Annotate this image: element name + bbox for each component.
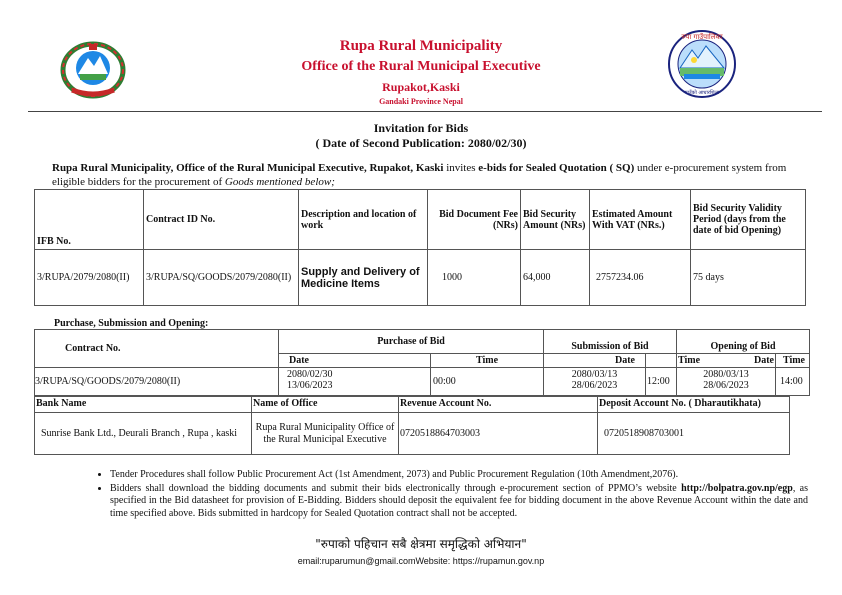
header-security: Bid Security Amount (NRs) xyxy=(521,190,590,250)
intro-bold2: e-bids for Sealed Quotation ( SQ) xyxy=(478,162,635,174)
opening-date-label xyxy=(677,354,776,368)
bullet-download: • Bidders shall download the bidding documents and submit their bids electronically through e-procurement section of PPMO’s website http://bolpatra.gov.np/egp, as specified in the Bid datasheet for provision of E-Bidding. Bidders should deposit the equivalent fee for bidding document in the above Revenue Account within the date and time specified above. Bids submitted in hardcopy for Sealed Quotation contract shall not be accepted. xyxy=(110,483,808,521)
egp-link[interactable]: http://bolpatra.gov.np/egp xyxy=(681,482,793,494)
cell-office: Rupa Rural Municipality Office of the Rural Municipal Executive xyxy=(252,413,399,455)
opening-date-label-b: Date xyxy=(754,355,774,366)
notice-subtitle: ( Date of Second Publication: 2080/02/30) xyxy=(315,136,527,150)
notice-title: Invitation for Bids xyxy=(373,121,469,135)
submission-date-ad: 28/06/2023 xyxy=(571,380,618,391)
intro-italic: Goods mentioned below; xyxy=(224,176,335,188)
purchase-section-title: Purchase, Submission and Opening: xyxy=(54,318,209,329)
cell-submission-date xyxy=(544,368,646,396)
header-revenue: Revenue Account No. xyxy=(399,397,598,413)
svg-text:रुपा गाउँपालिका: रुपा गाउँपालिका xyxy=(681,33,723,41)
header-divider xyxy=(28,111,822,112)
cell-validity: 75 days xyxy=(691,250,806,306)
opening-date-bs: 2080/03/13 xyxy=(703,369,749,380)
office-title: Office of the Rural Municipal Executive xyxy=(301,59,541,74)
header-contract-no: Contract No. xyxy=(35,330,279,368)
header-estimated: Estimated Amount With VAT (NRs.) xyxy=(590,190,691,250)
schedule-header-row xyxy=(35,330,810,354)
nepal-emblem-logo xyxy=(58,38,128,100)
ifb-table-header-row xyxy=(35,190,806,250)
schedule-table xyxy=(34,329,810,396)
header-opening: Opening of Bid xyxy=(677,330,810,354)
rupa-municipality-seal xyxy=(666,28,738,100)
cell-opening-date xyxy=(677,368,776,396)
cell-contract-no: 3/RUPA/SQ/GOODS/2079/2080(II) xyxy=(35,368,279,396)
footer-slogan: "रुपाको पहिचान सबै क्षेत्रमा समृद्धिको अभियान" xyxy=(315,537,527,551)
bullet-list xyxy=(92,469,808,521)
cell-contract: 3/RUPA/SQ/GOODS/2079/2080(II) xyxy=(144,250,299,306)
opening-time-label-a: Time xyxy=(678,355,701,366)
svg-text:गाउँको आधारशिला: गाउँको आधारशिला xyxy=(684,90,720,96)
cell-fee: 1000 xyxy=(428,250,521,306)
header-ifb: IFB No. xyxy=(35,190,144,250)
intro-bold: Rupa Rural Municipality, Office of the Rural Municipal Executive, Rupakot, Kaski xyxy=(52,162,444,174)
cell-revenue: 0720518864703003 xyxy=(399,413,598,455)
submission-date-label: Date xyxy=(544,354,646,368)
header-submission: Submission of Bid xyxy=(544,330,677,354)
cell-estimated: 2757234.06 xyxy=(590,250,691,306)
purchase-date-label: Date xyxy=(279,354,431,368)
ifb-table xyxy=(34,189,806,306)
header-bank: Bank Name xyxy=(35,397,252,413)
cell-purchase-time: 00:00 xyxy=(431,368,544,396)
cell-ifb: 3/RUPA/2079/2080(II) xyxy=(35,250,144,306)
intro-paragraph xyxy=(52,161,812,189)
cell-deposit: 0720518908703001 xyxy=(598,413,790,455)
ifb-table-row xyxy=(35,250,806,306)
opening-time-label: Time xyxy=(776,354,810,368)
bank-table xyxy=(34,396,790,455)
bank-header-row xyxy=(35,397,790,413)
header-fee: Bid Document Fee (NRs) xyxy=(428,190,521,250)
intro-mid2: under e-procurement system from eligible bidders for the procurement of xyxy=(52,162,787,188)
cell-description: Supply and Delivery of Medicine Items xyxy=(299,250,428,306)
location-title: Rupakot,Kaski xyxy=(382,80,460,94)
header-validity: Bid Security Validity Period (days from the date of bid Opening) xyxy=(691,190,806,250)
intro-mid1: invites xyxy=(443,162,479,174)
submission-time-label xyxy=(646,354,677,368)
header-deposit: Deposit Account No. ( Dharautikhata) xyxy=(598,397,790,413)
cell-submission-time: 12:00 xyxy=(646,368,677,396)
footer-contact: email:ruparumun@gmail.comWebsite: https://rupamun.gov.np xyxy=(297,556,545,566)
header-contract: Contract ID No. xyxy=(144,190,299,250)
header-office: Name of Office xyxy=(252,397,399,413)
cell-opening-time: 14:00 xyxy=(776,368,810,396)
header-purchase: Purchase of Bid xyxy=(279,330,544,354)
municipality-title: Rupa Rural Municipality xyxy=(339,38,503,54)
header-description: Description and location of work xyxy=(299,190,428,250)
opening-date-ad: 28/06/2023 xyxy=(703,380,749,391)
cell-purchase-date xyxy=(279,368,431,396)
cell-bank: Sunrise Bank Ltd., Deurali Branch , Rupa , kaski xyxy=(35,413,252,455)
schedule-row xyxy=(35,368,810,396)
province-title: Gandaki Province Nepal xyxy=(379,97,463,106)
submission-date-bs: 2080/03/13 xyxy=(571,369,618,380)
purchase-date-ad: 13/06/2023 xyxy=(287,380,333,391)
purchase-date-bs: 2080/02/30 xyxy=(287,369,333,380)
bullet-procedures: • Tender Procedures shall follow Public Procurement Act (1st Amendment, 2073) and Public Procurement Regulation (10th Amendment,2076). xyxy=(110,469,808,482)
cell-security: 64,000 xyxy=(521,250,590,306)
purchase-time-label: Time xyxy=(431,354,544,368)
bank-row xyxy=(35,413,790,455)
